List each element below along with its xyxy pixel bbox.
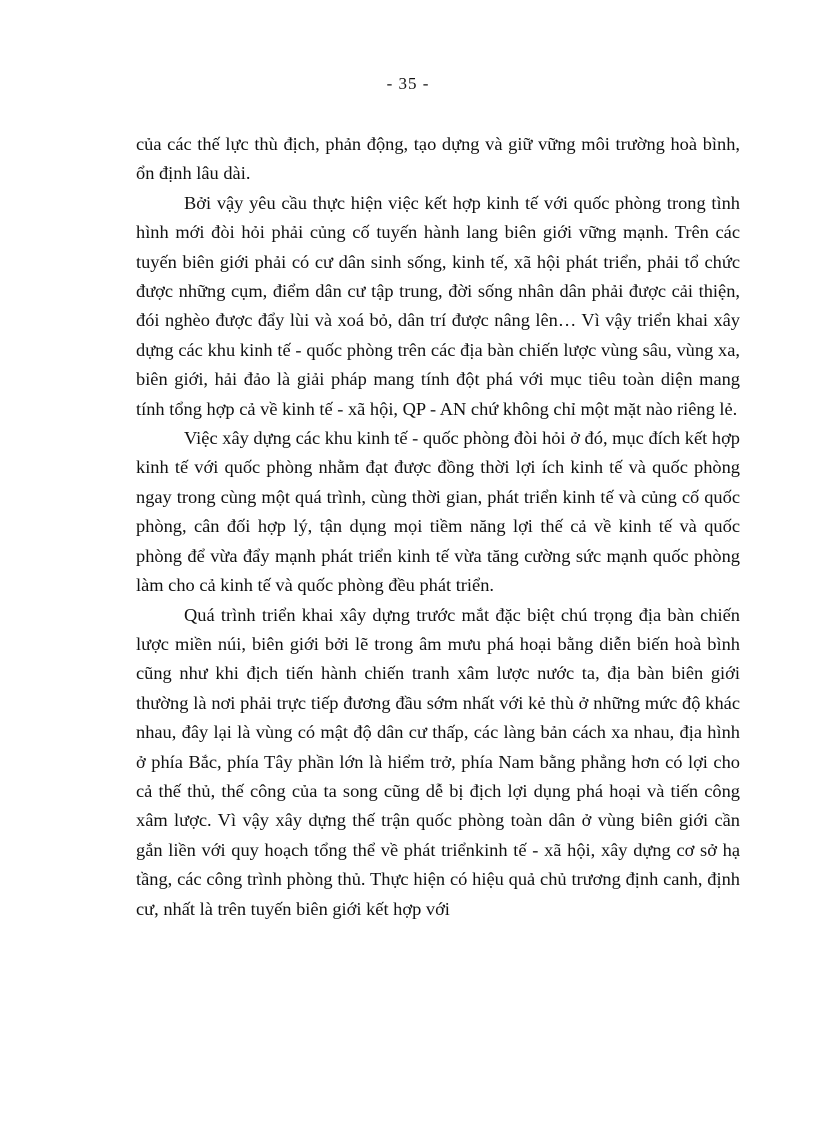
paragraph-continuation: của các thế lực thù địch, phản động, tạo dựng và giữ vững môi trường hoà bình, ổn định lâu dài. (136, 134, 740, 184)
page-number: - 35 - (386, 74, 430, 93)
body-text (136, 130, 740, 924)
paragraph-economic-defense-zones: Việc xây dựng các khu kinh tế - quốc phòng đòi hỏi ở đó, mục đích kết hợp kinh tế với quốc phòng nhằm đạt được đồng thời lợi ích kinh tế và quốc phòng ngay trong cùng một quá trình, cùng thời gian, phát triển kinh tế và củng cố quốc phòng, cân đối hợp lý, tận dụng mọi tiềm năng lợi thế cả về kinh tế và quốc phòng để vừa đẩy mạnh phát triển kinh tế vừa tăng cường sức mạnh quốc phòng làm cho cả kinh tế và quốc phòng đều phát triển. (136, 428, 740, 596)
paragraph-border-corridor: Bởi vậy yêu cầu thực hiện việc kết hợp kinh tế với quốc phòng trong tình hình mới đòi hỏi phải củng cố tuyến hành lang biên giới vững mạnh. Trên các tuyến biên giới phải có cư dân sinh sống, kinh tế, xã hội phát triển, phải tổ chức được những cụm, điểm dân cư tập trung, đời sống nhân dân phải được cải thiện, đói nghèo được đẩy lùi và xoá bỏ, dân trí được nâng lên… Vì vậy triển khai xây dựng các khu kinh tế - quốc phòng trên các địa bàn chiến lược vùng sâu, vùng xa, biên giới, hải đảo là giải pháp mang tính đột phá với mục tiêu toàn diện mang tính tổng hợp cả về kinh tế - xã hội, QP - AN chứ không chỉ một mặt nào riêng lẻ. (136, 192, 740, 419)
paragraph-border-strategy: Quá trình triển khai xây dựng trước mắt đặc biệt chú trọng địa bàn chiến lược miền núi, biên giới bởi lẽ trong âm mưu phá hoại bằng diễn biến hoà bình cũng như khi địch tiến hành chiến tranh xâm lược nước ta, địa bàn biên giới thường là nơi phải trực tiếp đương đầu sớm nhất với kẻ thù ở những mức độ khác nhau, đây lại là vùng có mật độ dân cư thấp, các làng bản cách xa nhau, địa hình ở phía Bắc, phía Tây phần lớn là hiểm trở, phía Nam bằng phẳng hơn có lợi cho cả thế thủ, thế công của ta song cũng dễ bị địch lợi dụng phá hoại và tiến công xâm lược. Vì vậy xây dựng thế trận quốc phòng toàn dân ở vùng biên giới cần gắn liền với quy hoạch tổng thể về phát triểnkinh tế - xã hội, xây dựng cơ sở hạ tầng, các công trình phòng thủ. Thực hiện có hiệu quả chủ trương định canh, định cư, nhất là trên tuyến biên giới kết hợp với (136, 604, 740, 919)
